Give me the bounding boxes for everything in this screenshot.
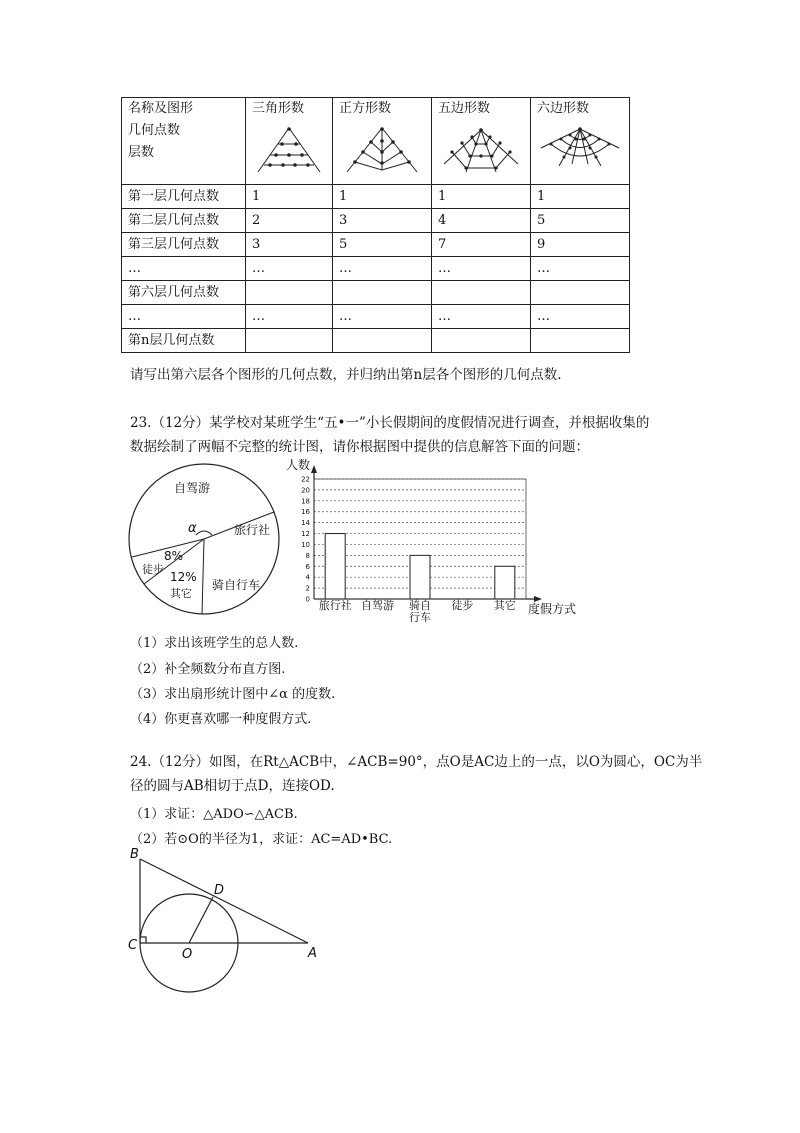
bar xyxy=(325,534,345,599)
table-cell xyxy=(246,329,333,353)
table-row xyxy=(122,305,630,329)
y-tick-label: 10 xyxy=(301,540,310,549)
y-tick-label: 22 xyxy=(301,475,310,484)
table-cell: … xyxy=(432,257,531,281)
table-cell: … xyxy=(531,305,630,329)
bar xyxy=(410,555,430,599)
table-cell: 9 xyxy=(531,233,630,257)
table-row xyxy=(122,281,630,305)
table-cell xyxy=(531,281,630,305)
y-tick-label: 2 xyxy=(305,584,310,593)
pie-label-lvxingshe: 旅行社 xyxy=(234,523,271,537)
label-O: O xyxy=(182,947,193,962)
table-cell: 2 xyxy=(246,209,333,233)
pie-chart xyxy=(122,462,282,618)
y-tick-label: 6 xyxy=(305,562,310,571)
x-tick-label: 自驾游 xyxy=(361,599,395,612)
table-row xyxy=(122,329,630,353)
header-square xyxy=(333,98,432,185)
shape-title: 三角形数 xyxy=(252,101,305,116)
shape-title: 五边形数 xyxy=(438,101,491,116)
q23-sub3: （3）求出扇形统计图中∠α 的度数. xyxy=(130,687,336,702)
table-cell: 4 xyxy=(432,209,531,233)
row-label: … xyxy=(122,305,246,329)
geometric-number-table xyxy=(121,97,630,353)
table-instruction: 请写出第六层各个图形的几何点数，并归纳出第n层各个图形的几何点数. xyxy=(130,367,562,383)
table-cell xyxy=(531,329,630,353)
y-tick-label: 0 xyxy=(305,595,310,604)
square-figure-icon xyxy=(339,124,425,176)
pie-angle-alpha: α xyxy=(188,521,197,536)
corner-line: 几何点数 xyxy=(128,123,181,138)
y-axis-arrow xyxy=(311,465,317,473)
y-tick-label: 18 xyxy=(301,497,310,506)
pie-pct-qita: 12% xyxy=(170,570,197,584)
row-label: 第一层几何点数 xyxy=(122,185,246,209)
bar xyxy=(495,566,515,599)
pie-label-zijiayou: 自驾游 xyxy=(174,481,211,495)
label-D: D xyxy=(214,883,225,898)
table-cell: … xyxy=(333,257,432,281)
table-cell: 1 xyxy=(432,185,531,209)
table-corner-cell xyxy=(122,98,246,185)
pentagon-figure-icon xyxy=(438,124,524,176)
table-cell: … xyxy=(531,257,630,281)
y-tick-label: 20 xyxy=(301,486,310,495)
y-tick-label: 4 xyxy=(305,573,310,582)
table-cell xyxy=(333,329,432,353)
table-row xyxy=(122,185,630,209)
q24-line1: 24.（12分）如图，在Rt△ACB中，∠ACB=90°，点O是AC边上的一点，以O为圆心，OC为半 xyxy=(130,754,703,770)
y-tick-label: 16 xyxy=(301,508,310,517)
x-tick-label: 行车 xyxy=(409,611,431,624)
q24-sub2: （2）若⊙O的半径为1，求证：AC=AD•BC. xyxy=(130,832,393,847)
row-label: 第n层几何点数 xyxy=(122,329,246,353)
bar-xlabels xyxy=(319,598,516,624)
bar-yticks xyxy=(301,476,310,604)
q24-line2: 径的圆与AB相切于点D，连接OD. xyxy=(130,778,335,794)
table-cell: … xyxy=(246,305,333,329)
header-hexagon xyxy=(531,98,630,185)
x-tick-label: 骑自 xyxy=(409,599,431,612)
label-C: C xyxy=(128,938,138,953)
table-cell: 1 xyxy=(531,185,630,209)
x-tick-label: 其它 xyxy=(493,599,516,612)
pie-boundary xyxy=(202,539,204,614)
q23-line2: 数据绘制了两幅不完整的统计图，请你根据图中提供的信息解答下面的问题： xyxy=(130,439,589,455)
angle-arc xyxy=(196,531,212,535)
table-row xyxy=(122,257,630,281)
y-tick-label: 8 xyxy=(305,551,310,560)
label-B: B xyxy=(130,847,139,862)
table-cell: … xyxy=(432,305,531,329)
pie-label-qita: 其它 xyxy=(170,587,192,600)
triangle-figure-icon xyxy=(252,124,326,176)
segment-OD xyxy=(189,897,213,943)
pie-label-tubu: 徒步 xyxy=(142,563,164,576)
table-cell: 5 xyxy=(531,209,630,233)
x-tick-label: 徒步 xyxy=(451,599,474,612)
q23-sub2: （2）补全频数分布直方图. xyxy=(130,662,286,677)
table-row xyxy=(122,233,630,257)
table-cell: 3 xyxy=(246,233,333,257)
header-pentagon xyxy=(432,98,531,185)
geometry-figure xyxy=(124,845,324,1005)
table-cell: 5 xyxy=(333,233,432,257)
bar-ylabel: 人数 xyxy=(286,458,311,472)
table-row xyxy=(122,209,630,233)
table-cell: 7 xyxy=(432,233,531,257)
row-label: 第二层几何点数 xyxy=(122,209,246,233)
q23-sub1: （1）求出该班学生的总人数. xyxy=(130,636,299,651)
bar-xlabel: 度假方式 xyxy=(528,602,577,616)
segment-BA xyxy=(140,859,308,943)
x-tick-label: 旅行社 xyxy=(318,599,352,612)
header-triangle xyxy=(246,98,333,185)
row-label: 第三层几何点数 xyxy=(122,233,246,257)
table-cell xyxy=(432,281,531,305)
table-cell xyxy=(432,329,531,353)
row-label: 第六层几何点数 xyxy=(122,281,246,305)
q24-sub1: （1）求证：△ADO∽△ACB. xyxy=(130,807,298,822)
pie-label-qizixingche: 骑自行车 xyxy=(212,578,261,592)
table-cell: … xyxy=(246,257,333,281)
row-label: … xyxy=(122,257,246,281)
y-tick-label: 12 xyxy=(301,530,310,539)
table-cell: 1 xyxy=(246,185,333,209)
shape-title: 六边形数 xyxy=(537,101,590,116)
right-angle-mark xyxy=(140,937,146,943)
bar-chart xyxy=(284,457,584,627)
shape-title: 正方形数 xyxy=(339,101,392,116)
y-tick-label: 14 xyxy=(301,519,310,528)
pie-pct-tubu: 8% xyxy=(164,549,184,563)
table-cell: 1 xyxy=(333,185,432,209)
hexagon-figure-icon xyxy=(537,124,623,176)
label-A: A xyxy=(308,946,317,961)
table-cell: 3 xyxy=(333,209,432,233)
q23-line1: 23.（12分）某学校对某班学生“五•一”小长假期间的度假情况进行调查，并根据收集的 xyxy=(130,415,650,431)
table-cell xyxy=(333,281,432,305)
corner-line: 层数 xyxy=(128,145,155,160)
corner-line: 名称及图形 xyxy=(128,101,194,116)
table-cell: … xyxy=(333,305,432,329)
table-header-row xyxy=(122,98,630,185)
table-cell xyxy=(246,281,333,305)
q23-sub4: （4）你更喜欢哪一种度假方式. xyxy=(130,712,312,727)
